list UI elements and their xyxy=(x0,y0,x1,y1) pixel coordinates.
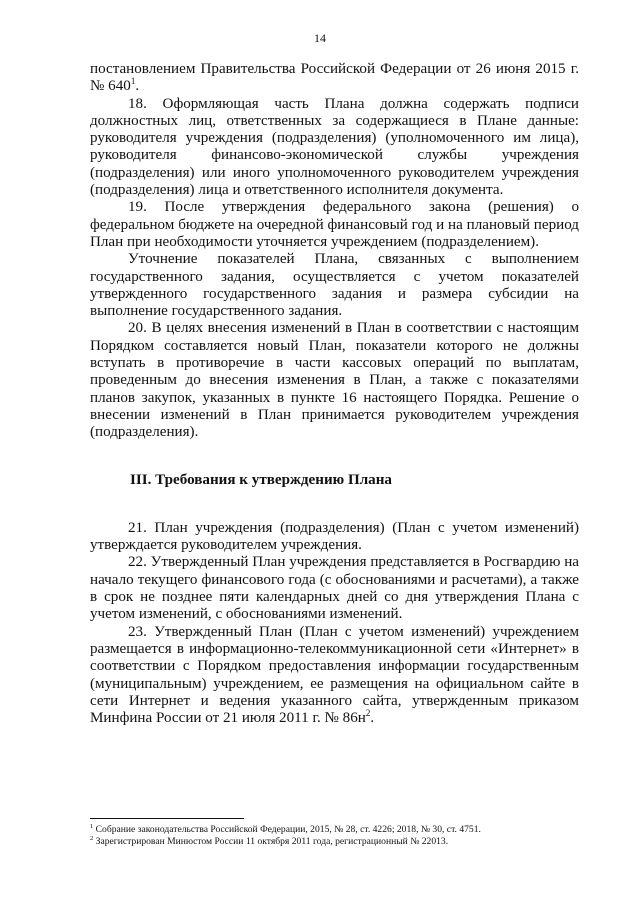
footnote-divider xyxy=(90,818,244,819)
paragraph-19: 19. После утверждения федерального закона (решения) о федеральном бюджете на очередной финансовый год и на плановый период План при необходимости уточняется учреждением (подразделением). xyxy=(90,199,579,250)
footnote-ref-2[interactable]: 2 xyxy=(365,708,371,719)
paragraph-23-end: . xyxy=(370,710,375,727)
footnotes xyxy=(90,824,579,848)
paragraph-18: 18. Оформляющая часть Плана должна содержать подписи должностных лиц, ответственных за содержащиеся в Плане данные: руководителя учреждения (подразделения) (уполномоченного им лица), руководителя финансово-экономической службы учреждения (подразделения) или иного уполномоченного руководителем учреждения (подразделения) лица и ответственного исполнителя документа. xyxy=(90,95,579,199)
section-heading: III. Требования к утверждению Плана xyxy=(130,471,392,488)
paragraph-22: 22. Утвержденный План учреждения представляется в Росгвардию на начало текущего финансового года (с обоснованиями и расчетами), а также в срок не позднее пяти календарных дней со дня утверждения Плана с учетом изменений, с обоснованиями изменений. xyxy=(90,554,579,623)
footnote-1 xyxy=(90,824,579,836)
paragraph-23 xyxy=(90,624,579,728)
document-body xyxy=(90,61,579,727)
footnote-ref-1[interactable]: 1 xyxy=(130,76,136,87)
paragraph-19-clarification: Уточнение показателей Плана, связанных с выполнением государственного задания, осуществляется с учетом показателей утвержденного государственного задания и размера субсидии на выполнение государственного задания. xyxy=(90,251,579,320)
footnote-mark-2: 2 xyxy=(90,834,94,842)
paragraph-23-text: 23. Утвержденный План (План с учетом изменений) учреждением размещается в информационно-телекоммуникационной сети «Интернет» в соответствии с Порядком предоставления информации государственным (муниципальным) учреждением, ее размещения на официальном сайте в сети Интернет и ведения указанного сайта, утвержденным приказом Минфина России от 21 июля 2011 г. № 86н xyxy=(90,623,579,727)
paragraph-20: 20. В целях внесения изменений в План в соответствии с настоящим Порядком составляется новый План, показатели которого не должны вступать в противоречие в части кассовых операций по выплатам, проведенным до внесения изменения в План, а также с показателями планов закупок, указанных в пункте 16 настоящего Порядка. Решение о внесении изменений в План принимается руководителем учреждения (подразделения). xyxy=(90,320,579,441)
intro-paragraph xyxy=(90,61,579,96)
intro-text: постановлением Правительства Российской Федерации от 26 июня 2015 г. № 640 xyxy=(90,61,579,95)
footnote-text-2: Зарегистрирован Минюстом России 11 октября 2011 года, регистрационный № 22013. xyxy=(93,836,449,847)
intro-end: . xyxy=(135,78,140,95)
footnote-2 xyxy=(90,836,579,848)
footnote-mark-1: 1 xyxy=(90,822,94,830)
page-number: 14 xyxy=(314,31,326,45)
footnote-text-1: Собрание законодательства Российской Федерации, 2015, № 28, ст. 4226; 2018, № 30, ст. 4751. xyxy=(93,824,481,835)
paragraph-21: 21. План учреждения (подразделения) (План с учетом изменений) утверждается руководителем учреждения. xyxy=(90,519,579,554)
